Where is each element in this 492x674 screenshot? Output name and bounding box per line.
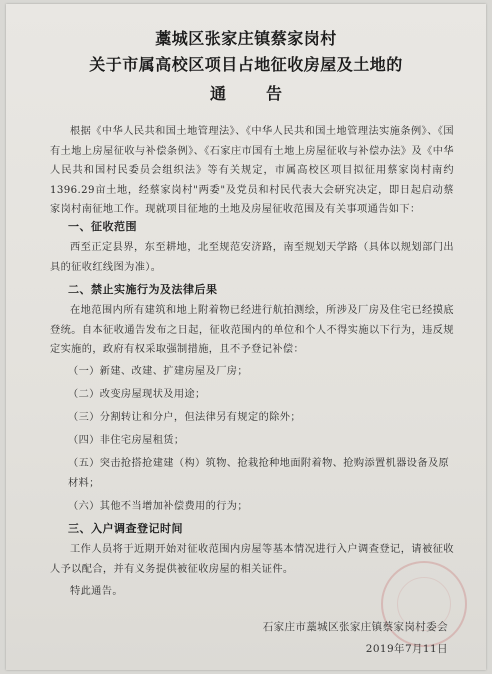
closing-text: 特此通告。 xyxy=(70,586,123,597)
list-item: （一）新建、改建、扩建房屋及厂房； xyxy=(68,366,248,377)
list-item: （五）突击抢搭抢建建（构）筑物、抢栽抢种地面附着物、抢购添置机器设备及原材料； xyxy=(68,458,450,489)
title-subject: 关于市属高校区项目占地征收房屋及土地的 xyxy=(89,55,403,74)
section3-heading: 三、入户调查登记时间 xyxy=(68,522,183,535)
title-village: 藁城区张家庄镇蔡家岗村 xyxy=(155,29,337,48)
official-seal xyxy=(381,561,467,647)
title-notice: 通告 xyxy=(209,84,322,103)
signature-date: 2019年7月11日 xyxy=(365,643,448,655)
section3-text: 工作人员将于近期开始对征收范围内房屋等基本情况进行入户调查登记，请被征收人予以配合，并有义务提供被征收房屋的相关证件。 xyxy=(50,544,454,575)
section2-text: 在地范围内所有建筑和地上附着物已经进行航拍测绘，所涉及厂房及住宅已经摸底登统。自本征收通告发布之日起，征收范围内的单位和个人不得实施以下行为，违反规定实施的，政府有权采取强制措施，且不予登记补偿： xyxy=(50,305,454,355)
signature-org: 石家庄市藁城区张家庄镇蔡家岗村委会 xyxy=(262,621,448,633)
section1-text: 西至正定县界，东至耕地，北至规范安济路，南至规划天学路（具体以规划部门出具的征收红线图为准）。 xyxy=(50,242,454,273)
list-item: （四）非住宅房屋租赁； xyxy=(68,435,185,446)
notice-document xyxy=(6,4,486,670)
section1-heading: 一、征收范围 xyxy=(68,220,137,233)
intro-paragraph: 根据《中华人民共和国土地管理法》、《中华人民共和国土地管理法实施条例》、《国有土地上房屋征收与补偿条例》、《石家庄市国有土地上房屋征收与补偿办法》及《中华人民共和国村民委员会组织法》等有关规定，市属高校区项目拟征用蔡家岗村南约1396.29亩土地，经蔡家岗村"两委"及党员和村民代表大会研究决定，即日起启动蔡家岗村南征地工作。现就项目征地的土地及房屋征收范围及有关事项通告如下： xyxy=(50,126,454,215)
list-item: （二）改变房屋现状及用途； xyxy=(68,389,206,400)
section2-heading: 二、禁止实施行为及法律后果 xyxy=(68,283,218,296)
list-item: （三）分割转让和分户，但法律另有规定的除外； xyxy=(68,412,301,423)
list-item: （六）其他不当增加补偿费用的行为； xyxy=(68,501,248,512)
